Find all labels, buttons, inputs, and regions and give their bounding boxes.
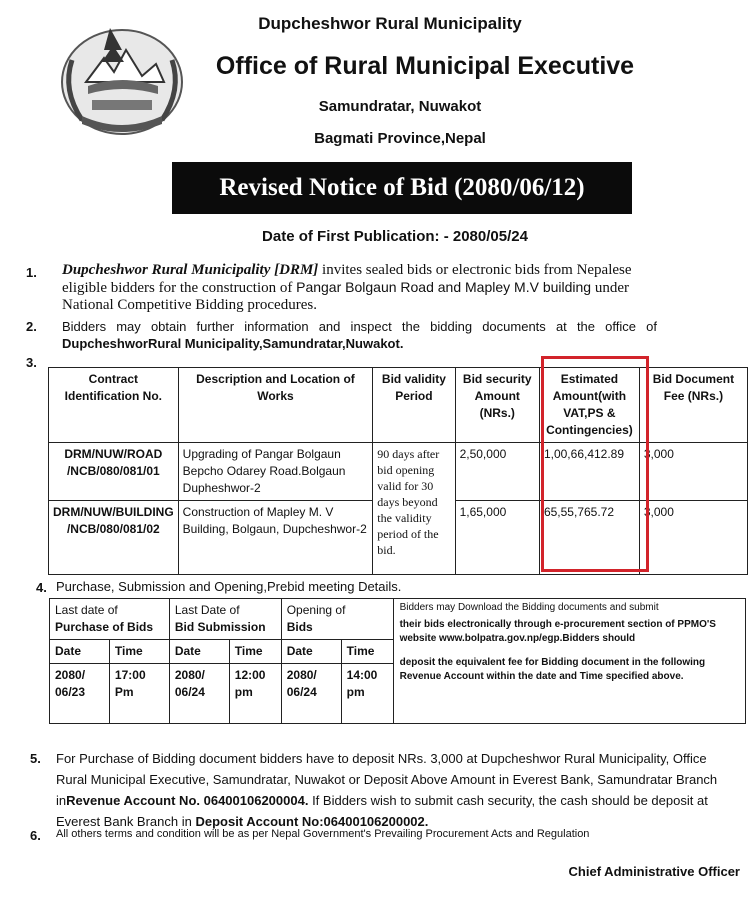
purchase-date: 2080/ 06/23 (50, 664, 110, 724)
signature-title: Chief Administrative Officer (568, 864, 740, 879)
opening-date: 2080/ 06/24 (281, 664, 341, 724)
submission-date: 2080/ 06/24 (169, 664, 229, 724)
group-opening-l1: Opening of (286, 603, 346, 617)
para2-text: Bidders may obtain further information and inspect the bidding documents at the office of (62, 319, 657, 334)
purchase-time: 17:00 Pm (109, 664, 169, 724)
notice-title: Revised Notice of Bid (2080/06/12) (219, 174, 585, 201)
paragraph-5 (56, 748, 726, 832)
header-fee: Bid Document Fee (NRs.) (639, 368, 747, 443)
cell-contract-id: DRM/NUW/BUILDING /NCB/080/081/02 (49, 501, 179, 575)
revenue-account: Revenue Account No. 06400106200004. (66, 793, 309, 808)
label-time: Time (341, 640, 393, 664)
item-number-6: 6. (30, 828, 41, 843)
download-note (393, 599, 745, 724)
group-opening-l2: Bids (286, 620, 313, 634)
paragraph-6: All others terms and condition will be as per Nepal Government's Prevailing Procurement Acts and Regulation (56, 828, 590, 840)
schedule-table (49, 598, 746, 724)
header-validity: Bid validity Period (373, 368, 455, 443)
label-time: Time (229, 640, 281, 664)
publication-date: Date of First Publication: - 2080/05/24 (262, 228, 528, 245)
notice-banner (172, 162, 632, 214)
cell-description: Construction of Mapley M. V Building, Bolgaun, Dupcheshwor-2 (178, 501, 373, 575)
nepal-emblem-icon (52, 20, 192, 140)
municipality-name: Dupcheshwor Rural Municipality (258, 14, 522, 33)
para1-text-b: under National Competitive Bidding procedures. (62, 280, 629, 313)
cell-description: Upgrading of Pangar Bolgaun Bepcho Odarey Road.Bolgaun Dupheshwor-2 (178, 443, 373, 501)
para1-lead: Dupcheshwor Rural Municipality [DRM] (62, 262, 319, 278)
note-line-b: their bids electronically through e-procurement section of PPMO'S website www.bolpatra.gov.np/egp.Bidders should (399, 619, 716, 644)
group-submission (169, 599, 281, 640)
cell-fee: 3,000 (639, 501, 747, 575)
submission-time: 12:00 pm (229, 664, 281, 724)
cell-fee: 3,000 (639, 443, 747, 501)
item-number-4: 4. (36, 580, 47, 595)
office-place: Samundratar, Nuwakot (318, 98, 482, 115)
header-estimate: Estimated Amount(with VAT,PS & Contingencies) (539, 368, 639, 443)
para5-text-1: For Purchase of Bidding document bidders have to deposit NRs. 3,000 at Dupcheshwor Rural Municipality, Office Rural Municipal Executive, Samundratar, Nuwakot or Deposit Above Amount in Everest Bank, Samundratar Branch in (56, 751, 718, 808)
label-date: Date (169, 640, 229, 664)
cell-estimate: 1,00,66,412.89 (539, 443, 639, 501)
opening-time: 14:00 pm (341, 664, 393, 724)
cell-security: 2,50,000 (455, 443, 539, 501)
office-title: Office of Rural Municipal Executive (215, 52, 635, 80)
section-4-title: Purchase, Submission and Opening,Prebid meeting Details. (56, 579, 402, 594)
group-purchase-l1: Last date of (55, 603, 118, 617)
cell-security: 1,65,000 (455, 501, 539, 575)
item-number-1: 1. (26, 265, 37, 280)
para1-works: Pangar Bolgaun Road and Mapley M.V building (296, 279, 592, 295)
deposit-account: Deposit Account No:06400106200002. (195, 814, 429, 829)
item-number-2: 2. (26, 319, 37, 334)
paragraph-2 (62, 318, 657, 352)
label-date: Date (281, 640, 341, 664)
label-time: Time (109, 640, 169, 664)
group-submission-l2: Bid Submission (174, 620, 266, 634)
note-line-a: Bidders may Download the Bidding documents and submit (399, 602, 659, 613)
group-purchase-l2: Purchase of Bids (55, 620, 154, 634)
paragraph-1 (62, 262, 662, 314)
group-opening (281, 599, 393, 640)
item-number-5: 5. (30, 751, 41, 766)
label-date: Date (50, 640, 110, 664)
office-province: Bagmati Province,Nepal (314, 130, 486, 147)
group-purchase (50, 599, 170, 640)
note-line-c: deposit the equivalent fee for Bidding document in the following Revenue Account within the date and Time specified above. (399, 657, 706, 682)
cell-contract-id: DRM/NUW/ROAD /NCB/080/081/01 (49, 443, 179, 501)
para5-text-2: If Bidders wish to submit cash security, the cash should be deposit at Everest Bank Branch in (56, 793, 708, 829)
header-security: Bid security Amount (NRs.) (455, 368, 539, 443)
cell-estimate: 65,55,765.72 (539, 501, 639, 575)
item-number-3: 3. (26, 355, 37, 370)
estimate-highlight-box (541, 356, 649, 572)
table-row (50, 599, 746, 640)
para1-text-a: invites sealed bids or electronic bids from Nepalese eligible bidders for the construction of (62, 262, 632, 296)
para2-bold: DupcheshworRural Municipality,Samundratar,Nuwakot. (62, 336, 404, 351)
cell-validity: 90 days after bid opening valid for 30 days beyond the validity period of the bid. (373, 443, 455, 575)
header-description: Description and Location of Works (178, 368, 373, 443)
group-submission-l1: Last Date of (174, 603, 240, 617)
header-contract-id: Contract Identification No. (49, 368, 179, 443)
